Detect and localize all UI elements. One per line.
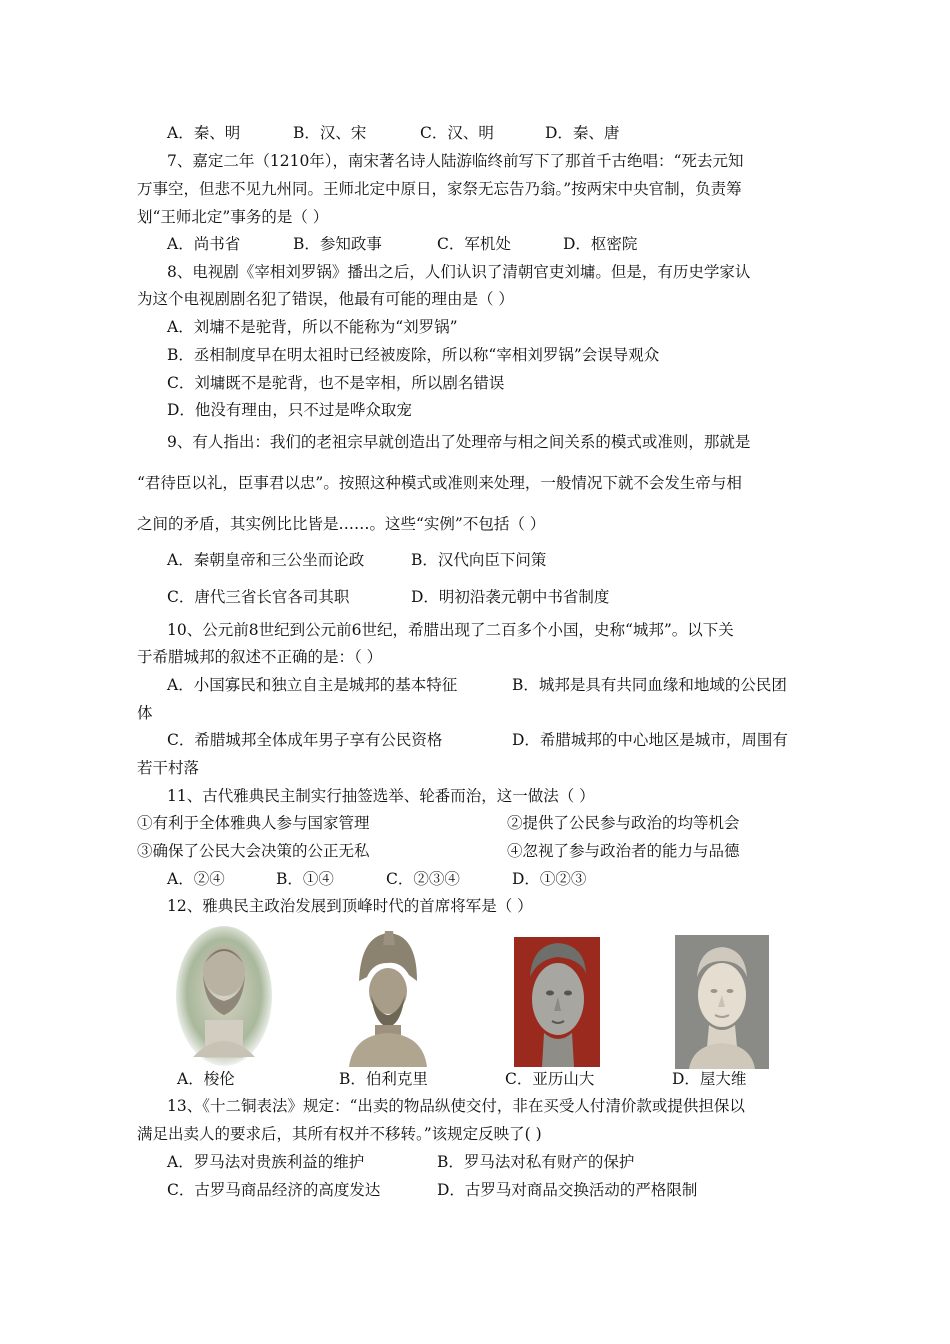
q8-option-c: C．刘墉既不是驼背，也不是宰相，所以剧名错误	[167, 374, 505, 392]
q10-option-b: B．城邦是具有共同血缘和地域的公民团	[512, 676, 787, 694]
q7-stem-line1: 7、嘉定二年（1210年），南宋著名诗人陆游临终前写下了那首千古绝唱：“死去元知	[167, 152, 744, 170]
q13-option-c: C．古罗马商品经济的高度发达	[167, 1181, 381, 1199]
q7-option-d: D．枢密院	[563, 235, 638, 253]
q13-option-a: A．罗马法对贵族利益的维护	[167, 1153, 365, 1171]
q10-stem-line1: 10、公元前8世纪到公元前6世纪，希腊出现了二百多个小国，史称“城邦”。以下关	[167, 621, 734, 639]
q9-option-b: B．汉代向臣下问策	[411, 551, 547, 569]
pericles-portrait	[339, 929, 435, 1071]
q8-option-d: D．他没有理由，只不过是哗众取宠	[167, 401, 412, 419]
q8-option-a: A．刘墉不是驼背，所以不能称为“刘罗锅”	[167, 318, 458, 336]
q7-option-c: C．军机处	[437, 235, 511, 253]
q12-caption-d: D．屋大维	[672, 1070, 747, 1088]
q9-stem-line1: 9、有人指出：我们的老祖宗早就创造出了处理帝与相之间关系的模式或准则，那就是	[167, 433, 751, 451]
q13-option-b: B．罗马法对私有财产的保护	[437, 1153, 635, 1171]
q11-item-2: ②提供了公民参与政治的均等机会	[507, 814, 740, 832]
q11-option-a: A．②④	[167, 870, 225, 888]
q12-stem: 12、雅典民主政治发展到顶峰时代的首席将军是（ ）	[167, 897, 533, 915]
q9-option-d: D．明初沿袭元朝中书省制度	[411, 588, 610, 606]
alexander-portrait	[514, 937, 600, 1067]
q10-option-d-cont: 若干村落	[137, 759, 200, 777]
q13-stem-line2: 满足出卖人的要求后，其所有权并不移转。”该规定反映了( )	[137, 1125, 542, 1143]
q8-stem-line1: 8、电视剧《宰相刘罗锅》播出之后，人们认识了清朝官吏刘墉。但是，有历史学家认	[167, 263, 751, 281]
q11-stem: 11、古代雅典民主制实行抽签选举、轮番而治，这一做法（ ）	[167, 787, 595, 805]
q12-caption-b: B．伯利克里	[339, 1070, 428, 1088]
q6-option-a: A．秦、明	[167, 124, 241, 142]
q9-stem-line3: 之间的矛盾，其实例比比皆是……。这些“实例”不包括（ ）	[137, 515, 546, 533]
q12-caption-a: A．梭伦	[177, 1070, 235, 1088]
q8-option-b: B．丞相制度早在明太祖时已经被废除，所以称“宰相刘罗锅”会误导观众	[167, 346, 660, 364]
q7-stem-line3: 划“王师北定”事务的是（ ）	[137, 208, 329, 226]
octavian-portrait	[675, 935, 769, 1069]
q9-stem-line2: “君待臣以礼，臣事君以忠”。按照这种模式或准则来处理，一般情况下就不会发生帝与相	[137, 474, 742, 492]
q12-caption-c: C．亚历山大	[505, 1070, 595, 1088]
q11-item-1: ①有利于全体雅典人参与国家管理	[137, 814, 370, 832]
q11-item-4: ④忽视了参与政治者的能力与品德	[507, 842, 740, 860]
q6-option-c: C．汉、明	[420, 124, 494, 142]
q9-option-c: C．唐代三省长官各司其职	[167, 588, 350, 606]
q7-stem-line2: 万事空，但悲不见九州同。王师北定中原日，家祭无忘告乃翁。”按两宋中央官制，负责筹	[137, 180, 742, 198]
q13-stem-line1: 13、《十二铜表法》规定：“出卖的物品纵使交付，非在买受人付清价款或提供担保以	[167, 1097, 745, 1115]
q11-option-b: B．①④	[276, 870, 334, 888]
q8-stem-line2: 为这个电视剧剧名犯了错误，他最有可能的理由是（ ）	[137, 290, 514, 308]
q10-option-a: A．小国寡民和独立自主是城邦的基本特征	[167, 676, 458, 694]
q9-option-a: A．秦朝皇帝和三公坐而论政	[167, 551, 365, 569]
q10-stem-line2: 于希腊城邦的叙述不正确的是：（ ）	[137, 648, 383, 666]
q11-item-3: ③确保了公民大会决策的公正无私	[137, 842, 370, 860]
q7-option-a: A．尚书省	[167, 235, 241, 253]
q11-option-d: D．①②③	[512, 870, 587, 888]
q10-option-c: C．希腊城邦全体成年男子享有公民资格	[167, 731, 443, 749]
q11-option-c: C．②③④	[386, 870, 460, 888]
q6-option-b: B．汉、宋	[293, 124, 367, 142]
q13-option-d: D．古罗马对商品交换活动的严格限制	[437, 1181, 698, 1199]
q6-option-d: D．秦、唐	[545, 124, 620, 142]
q10-option-b-cont: 体	[137, 704, 153, 722]
solon-portrait	[175, 925, 273, 1068]
q10-option-d: D．希腊城邦的中心地区是城市，周围有	[512, 731, 788, 749]
q7-option-b: B．参知政事	[293, 235, 382, 253]
